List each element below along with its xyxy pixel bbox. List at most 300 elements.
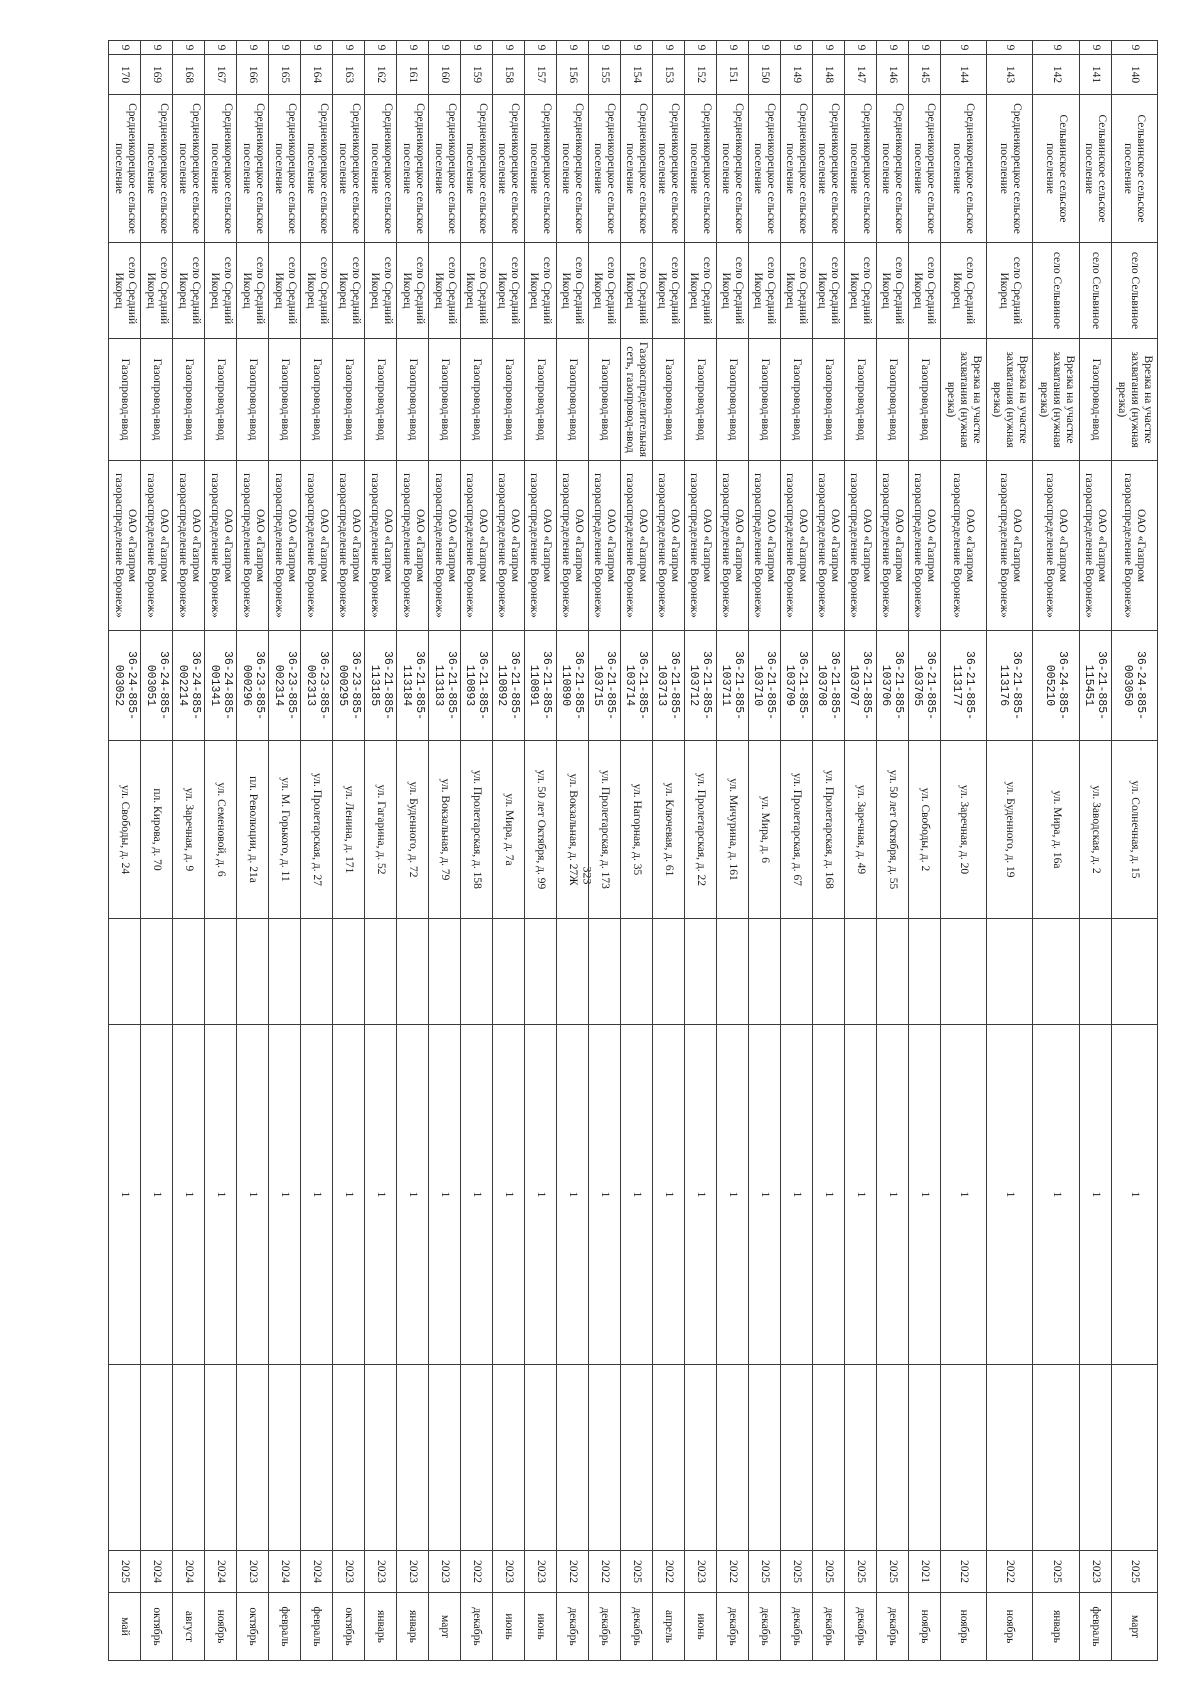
table-row: [109, 41, 141, 1661]
year-cell: 2022: [556, 1551, 588, 1593]
section-number-cell: 9: [173, 41, 205, 55]
settlement-cell: Среднеикорецкое сельское поселение: [844, 95, 876, 243]
village-cell: село Средний Икорец: [556, 243, 588, 339]
section-number-cell: 9: [205, 41, 237, 55]
organization-cell: ОАО «Газпром газораспределение Воронеж»: [141, 461, 173, 631]
row-number-cell: 145: [908, 55, 940, 95]
address-cell: ул. 50 лет Октября, д. 99: [524, 741, 556, 919]
section-number-cell: 9: [812, 41, 844, 55]
quantity-cell: 1: [492, 1025, 524, 1365]
settlement-cell: Среднеикорецкое сельское поселение: [397, 95, 429, 243]
section-number-cell: 9: [556, 41, 588, 55]
year-cell: 2025: [620, 1551, 652, 1593]
section-number-cell: 9: [365, 41, 397, 55]
section-number-cell: 9: [620, 41, 652, 55]
organization-cell: ОАО «Газпром газораспределение Воронеж»: [812, 461, 844, 631]
table-row: [1079, 41, 1111, 1661]
empty-cell: [588, 919, 620, 1025]
object-type-cell: Газопровод-ввод: [588, 339, 620, 461]
organization-cell: ОАО «Газпром газораспределение Воронеж»: [620, 461, 652, 631]
month-cell: декабрь: [620, 1593, 652, 1661]
month-cell: декабрь: [812, 1593, 844, 1661]
empty-cell: [109, 919, 141, 1025]
object-code-cell: 36-24-885-001341: [205, 631, 237, 741]
village-cell: село Средний Икорец: [173, 243, 205, 339]
organization-cell: ОАО «Газпром газораспределение Воронеж»: [429, 461, 461, 631]
table-row: [812, 41, 844, 1661]
organization-cell: ОАО «Газпром газораспределение Воронеж»: [301, 461, 333, 631]
organization-cell: ОАО «Газпром газораспределение Воронеж»: [1033, 461, 1079, 631]
table-row: [524, 41, 556, 1661]
organization-cell: ОАО «Газпром газораспределение Воронеж»: [716, 461, 748, 631]
empty-cell: [365, 1365, 397, 1551]
empty-cell: [652, 1365, 684, 1551]
empty-cell: [620, 1365, 652, 1551]
section-number-cell: 9: [1033, 41, 1079, 55]
empty-cell: [987, 919, 1033, 1025]
month-cell: декабрь: [716, 1593, 748, 1661]
quantity-cell: 1: [524, 1025, 556, 1365]
object-type-cell: Газопровод-ввод: [205, 339, 237, 461]
table-row: [237, 41, 269, 1661]
settlement-cell: Среднеикорецкое сельское поселение: [301, 95, 333, 243]
table-row: [141, 41, 173, 1661]
month-cell: август: [173, 1593, 205, 1661]
section-number-cell: 9: [844, 41, 876, 55]
empty-cell: [173, 1365, 205, 1551]
village-cell: село Средний Икорец: [524, 243, 556, 339]
table-row: [205, 41, 237, 1661]
settlement-cell: Среднеикорецкое сельское поселение: [556, 95, 588, 243]
address-cell: ул. М. Горького, д. 11: [269, 741, 301, 919]
village-cell: село Средний Икорец: [237, 243, 269, 339]
empty-cell: [205, 919, 237, 1025]
row-number-cell: 158: [492, 55, 524, 95]
section-number-cell: 9: [141, 41, 173, 55]
village-cell: село Средний Икорец: [492, 243, 524, 339]
organization-cell: ОАО «Газпром газораспределение Воронеж»: [876, 461, 908, 631]
empty-cell: [1079, 1365, 1111, 1551]
quantity-cell: 1: [748, 1025, 780, 1365]
quantity-cell: 1: [588, 1025, 620, 1365]
year-cell: 2022: [461, 1551, 493, 1593]
year-cell: 2024: [205, 1551, 237, 1593]
row-number-cell: 152: [684, 55, 716, 95]
object-code-cell: 36-21-885-103711: [716, 631, 748, 741]
empty-cell: [812, 1365, 844, 1551]
empty-cell: [397, 1365, 429, 1551]
quantity-cell: 1: [620, 1025, 652, 1365]
object-type-cell: Газопровод-ввод: [524, 339, 556, 461]
empty-cell: [333, 919, 365, 1025]
empty-cell: [141, 1365, 173, 1551]
address-cell: ул. Пролетарская, д. 22: [684, 741, 716, 919]
empty-cell: [141, 919, 173, 1025]
year-cell: 2024: [269, 1551, 301, 1593]
object-type-cell: Газопровод-ввод: [652, 339, 684, 461]
address-cell: ул. Свободы, д. 2: [908, 741, 940, 919]
row-number-cell: 168: [173, 55, 205, 95]
address-cell: ул. Буденного, д. 19: [987, 741, 1033, 919]
object-type-cell: Газопровод-ввод: [141, 339, 173, 461]
object-type-cell: Газопровод-ввод: [1079, 339, 1111, 461]
month-cell: октябрь: [333, 1593, 365, 1661]
empty-cell: [748, 919, 780, 1025]
section-number-cell: 9: [652, 41, 684, 55]
address-cell: ул. Заречная, д. 49: [844, 741, 876, 919]
address-cell: ул. Мира, д. 7а: [492, 741, 524, 919]
settlement-cell: Среднеикорецкое сельское поселение: [173, 95, 205, 243]
section-number-cell: 9: [876, 41, 908, 55]
year-cell: 2025: [876, 1551, 908, 1593]
empty-cell: [684, 919, 716, 1025]
empty-cell: [237, 1365, 269, 1551]
address-cell: ул. Семеновой, д. 6: [205, 741, 237, 919]
table-row: [1111, 41, 1157, 1661]
year-cell: 2025: [780, 1551, 812, 1593]
organization-cell: ОАО «Газпром газораспределение Воронеж»: [461, 461, 493, 631]
object-type-cell: Газопровод-ввод: [908, 339, 940, 461]
object-code-cell: 36-21-885-115451: [1079, 631, 1111, 741]
month-cell: октябрь: [237, 1593, 269, 1661]
empty-cell: [492, 919, 524, 1025]
quantity-cell: 1: [365, 1025, 397, 1365]
section-number-cell: 9: [588, 41, 620, 55]
empty-cell: [908, 1365, 940, 1551]
month-cell: февраль: [301, 1593, 333, 1661]
row-number-cell: 166: [237, 55, 269, 95]
object-code-cell: 36-21-885-103709: [780, 631, 812, 741]
settlement-cell: Сельвинское сельское поселение: [1079, 95, 1111, 243]
section-number-cell: 9: [716, 41, 748, 55]
empty-cell: [1111, 919, 1157, 1025]
empty-cell: [620, 919, 652, 1025]
settlement-cell: Среднеикорецкое сельское поселение: [908, 95, 940, 243]
object-code-cell: 36-21-885-113176: [987, 631, 1033, 741]
address-cell: ул. Мичурина, д. 161: [716, 741, 748, 919]
object-type-cell: Газопровод-ввод: [397, 339, 429, 461]
section-number-cell: 9: [908, 41, 940, 55]
object-type-cell: Газопровод-ввод: [461, 339, 493, 461]
object-code-cell: 36-21-885-103714: [620, 631, 652, 741]
village-cell: село Средний Икорец: [109, 243, 141, 339]
row-number-cell: 170: [109, 55, 141, 95]
empty-cell: [1033, 919, 1079, 1025]
object-type-cell: Газопровод-ввод: [780, 339, 812, 461]
month-cell: апрель: [652, 1593, 684, 1661]
month-cell: июнь: [684, 1593, 716, 1661]
object-code-cell: 36-21-885-103715: [588, 631, 620, 741]
empty-cell: [237, 919, 269, 1025]
month-cell: январь: [1033, 1593, 1079, 1661]
section-number-cell: 9: [940, 41, 986, 55]
quantity-cell: 1: [461, 1025, 493, 1365]
organization-cell: ОАО «Газпром газораспределение Воронеж»: [652, 461, 684, 631]
table-row: [908, 41, 940, 1661]
object-code-cell: 36-21-885-103708: [812, 631, 844, 741]
settlement-cell: Среднеикорецкое сельское поселение: [237, 95, 269, 243]
empty-cell: [429, 1365, 461, 1551]
village-cell: село Средний Икорец: [620, 243, 652, 339]
empty-cell: [1079, 919, 1111, 1025]
village-cell: село Средний Икорец: [461, 243, 493, 339]
quantity-cell: 1: [1079, 1025, 1111, 1365]
table-row: [588, 41, 620, 1661]
section-number-cell: 9: [1079, 41, 1111, 55]
year-cell: 2024: [173, 1551, 205, 1593]
village-cell: село Средний Икорец: [748, 243, 780, 339]
quantity-cell: 1: [141, 1025, 173, 1365]
village-cell: село Сельвиное: [1111, 243, 1157, 339]
section-number-cell: 9: [109, 41, 141, 55]
quantity-cell: 1: [173, 1025, 205, 1365]
year-cell: 2023: [397, 1551, 429, 1593]
table-row: [684, 41, 716, 1661]
empty-cell: [940, 1365, 986, 1551]
empty-cell: [365, 919, 397, 1025]
object-code-cell: 36-21-885-103712: [684, 631, 716, 741]
table-row: [940, 41, 986, 1661]
row-number-cell: 151: [716, 55, 748, 95]
table-row: [620, 41, 652, 1661]
address-cell: пл. Кирова, д. 70: [141, 741, 173, 919]
organization-cell: ОАО «Газпром газораспределение Воронеж»: [748, 461, 780, 631]
empty-cell: [301, 1365, 333, 1551]
empty-cell: [716, 919, 748, 1025]
empty-cell: [109, 1365, 141, 1551]
object-code-cell: 36-21-885-110891: [524, 631, 556, 741]
object-code-cell: 36-21-885-103707: [844, 631, 876, 741]
row-number-cell: 146: [876, 55, 908, 95]
object-code-cell: 36-23-885-002314: [269, 631, 301, 741]
empty-cell: [461, 1365, 493, 1551]
row-number-cell: 148: [812, 55, 844, 95]
row-number-cell: 155: [588, 55, 620, 95]
village-cell: село Сельвиное: [1033, 243, 1079, 339]
village-cell: село Средний Икорец: [940, 243, 986, 339]
empty-cell: [940, 919, 986, 1025]
section-number-cell: 9: [397, 41, 429, 55]
organization-cell: ОАО «Газпром газораспределение Воронеж»: [269, 461, 301, 631]
month-cell: декабрь: [876, 1593, 908, 1661]
object-type-cell: Врезка на участке захватания (нужная врезка): [987, 339, 1033, 461]
section-number-cell: 9: [987, 41, 1033, 55]
object-code-cell: 36-24-885-003052: [109, 631, 141, 741]
month-cell: январь: [397, 1593, 429, 1661]
object-code-cell: 36-23-885-002313: [301, 631, 333, 741]
month-cell: февраль: [1079, 1593, 1111, 1661]
row-number-cell: 147: [844, 55, 876, 95]
organization-cell: ОАО «Газпром газораспределение Воронеж»: [1079, 461, 1111, 631]
address-cell: ул. Ленина, д. 171: [333, 741, 365, 919]
object-code-cell: 36-21-885-103710: [748, 631, 780, 741]
row-number-cell: 165: [269, 55, 301, 95]
row-number-cell: 144: [940, 55, 986, 95]
village-cell: село Средний Икорец: [987, 243, 1033, 339]
organization-cell: ОАО «Газпром газораспределение Воронеж»: [684, 461, 716, 631]
year-cell: 2022: [588, 1551, 620, 1593]
settlement-cell: Среднеикорецкое сельское поселение: [109, 95, 141, 243]
organization-cell: ОАО «Газпром газораспределение Воронеж»: [588, 461, 620, 631]
object-type-cell: Газопровод-ввод: [333, 339, 365, 461]
settlement-cell: Среднеикорецкое сельское поселение: [365, 95, 397, 243]
organization-cell: ОАО «Газпром газораспределение Воронеж»: [1111, 461, 1157, 631]
table-row: [652, 41, 684, 1661]
organization-cell: ОАО «Газпром газораспределение Воронеж»: [237, 461, 269, 631]
object-code-cell: 36-21-885-113185: [365, 631, 397, 741]
year-cell: 2023: [365, 1551, 397, 1593]
quantity-cell: 1: [301, 1025, 333, 1365]
address-cell: ул. Заречная, д. 9: [173, 741, 205, 919]
month-cell: июнь: [524, 1593, 556, 1661]
settlement-cell: Среднеикорецкое сельское поселение: [524, 95, 556, 243]
object-type-cell: Газопровод-ввод: [716, 339, 748, 461]
organization-cell: ОАО «Газпром газораспределение Воронеж»: [365, 461, 397, 631]
row-number-cell: 141: [1079, 55, 1111, 95]
empty-cell: [780, 1365, 812, 1551]
month-cell: март: [1111, 1593, 1157, 1661]
object-type-cell: Газопровод-ввод: [269, 339, 301, 461]
empty-cell: [748, 1365, 780, 1551]
address-cell: ул. Пролетарская, д. 27: [301, 741, 333, 919]
year-cell: 2022: [652, 1551, 684, 1593]
year-cell: 2023: [684, 1551, 716, 1593]
object-type-cell: Газопровод-ввод: [556, 339, 588, 461]
empty-cell: [1033, 1365, 1079, 1551]
table-row: [556, 41, 588, 1661]
row-number-cell: 161: [397, 55, 429, 95]
object-type-cell: Врезка на участке захватания (нужная врезка): [1111, 339, 1157, 461]
object-type-cell: Газопровод-ввод: [748, 339, 780, 461]
village-cell: село Средний Икорец: [141, 243, 173, 339]
object-type-cell: Газопровод-ввод: [876, 339, 908, 461]
settlement-cell: Среднеикорецкое сельское поселение: [205, 95, 237, 243]
village-cell: село Средний Икорец: [780, 243, 812, 339]
address-cell: ул. Пролетарская, д. 168: [812, 741, 844, 919]
settlement-cell: Сельвинское сельское поселение: [1033, 95, 1079, 243]
object-type-cell: Газопровод-ввод: [492, 339, 524, 461]
table-row: [365, 41, 397, 1661]
object-type-cell: Газопровод-ввод: [173, 339, 205, 461]
row-number-cell: 157: [524, 55, 556, 95]
year-cell: 2023: [429, 1551, 461, 1593]
organization-cell: ОАО «Газпром газораспределение Воронеж»: [780, 461, 812, 631]
village-cell: село Средний Икорец: [812, 243, 844, 339]
table-row: [876, 41, 908, 1661]
quantity-cell: 1: [684, 1025, 716, 1365]
year-cell: 2024: [141, 1551, 173, 1593]
row-number-cell: 143: [987, 55, 1033, 95]
section-number-cell: 9: [1111, 41, 1157, 55]
section-number-cell: 9: [333, 41, 365, 55]
table-row: [987, 41, 1033, 1661]
address-cell: ул. Пролетарская, д. 67: [780, 741, 812, 919]
object-type-cell: Газопровод-ввод: [237, 339, 269, 461]
object-code-cell: 36-24-885-002214: [173, 631, 205, 741]
empty-cell: [812, 919, 844, 1025]
village-cell: село Средний Икорец: [333, 243, 365, 339]
village-cell: село Средний Икорец: [684, 243, 716, 339]
quantity-cell: 1: [397, 1025, 429, 1365]
address-cell: ул. Вокзальная, д. 27Ж: [556, 741, 588, 919]
month-cell: июнь: [492, 1593, 524, 1661]
organization-cell: ОАО «Газпром газораспределение Воронеж»: [205, 461, 237, 631]
settlement-cell: Среднеикорецкое сельское поселение: [588, 95, 620, 243]
month-cell: май: [109, 1593, 141, 1661]
organization-cell: ОАО «Газпром газораспределение Воронеж»: [333, 461, 365, 631]
empty-cell: [652, 919, 684, 1025]
empty-cell: [556, 1365, 588, 1551]
year-cell: 2021: [908, 1551, 940, 1593]
object-type-cell: Врезка на участке захватания (нужная врезка): [1033, 339, 1079, 461]
organization-cell: ОАО «Газпром газораспределение Воронеж»: [397, 461, 429, 631]
year-cell: 2025: [1111, 1551, 1157, 1593]
row-number-cell: 154: [620, 55, 652, 95]
month-cell: декабрь: [556, 1593, 588, 1661]
village-cell: село Средний Икорец: [588, 243, 620, 339]
quantity-cell: 1: [652, 1025, 684, 1365]
address-cell: ул. Заречная, д. 20: [940, 741, 986, 919]
empty-cell: [987, 1365, 1033, 1551]
settlement-cell: Среднеикорецкое сельское поселение: [987, 95, 1033, 243]
settlement-cell: Среднеикорецкое сельское поселение: [940, 95, 986, 243]
table-row: [748, 41, 780, 1661]
object-code-cell: 36-21-885-113183: [429, 631, 461, 741]
address-cell: пл. Революции, д. 21а: [237, 741, 269, 919]
section-number-cell: 9: [461, 41, 493, 55]
empty-cell: [1111, 1365, 1157, 1551]
village-cell: село Средний Икорец: [269, 243, 301, 339]
village-cell: село Средний Икорец: [716, 243, 748, 339]
empty-cell: [844, 1365, 876, 1551]
row-number-cell: 167: [205, 55, 237, 95]
organization-cell: ОАО «Газпром газораспределение Воронеж»: [524, 461, 556, 631]
object-type-cell: Газопровод-ввод: [844, 339, 876, 461]
settlement-cell: Среднеикорецкое сельское поселение: [333, 95, 365, 243]
object-code-cell: 36-21-885-103705: [908, 631, 940, 741]
month-cell: декабрь: [461, 1593, 493, 1661]
month-cell: ноябрь: [205, 1593, 237, 1661]
table-row: [780, 41, 812, 1661]
section-number-cell: 9: [780, 41, 812, 55]
address-cell: ул. Мира, д. 16а: [1033, 741, 1079, 919]
object-code-cell: 36-21-885-103706: [876, 631, 908, 741]
organization-cell: ОАО «Газпром газораспределение Воронеж»: [940, 461, 986, 631]
year-cell: 2023: [1079, 1551, 1111, 1593]
table-row: [333, 41, 365, 1661]
address-cell: ул. Пролетарская, д. 173: [588, 741, 620, 919]
quantity-cell: 1: [716, 1025, 748, 1365]
village-cell: село Средний Икорец: [908, 243, 940, 339]
table-row: [716, 41, 748, 1661]
object-type-cell: Газораспределительная сеть, газопровод-ввод: [620, 339, 652, 461]
empty-cell: [588, 1365, 620, 1551]
quantity-cell: 1: [876, 1025, 908, 1365]
empty-cell: [716, 1365, 748, 1551]
object-type-cell: Газопровод-ввод: [109, 339, 141, 461]
empty-cell: [876, 1365, 908, 1551]
address-cell: ул. Нагорная, д. 35: [620, 741, 652, 919]
empty-cell: [301, 919, 333, 1025]
quantity-cell: 1: [844, 1025, 876, 1365]
month-cell: ноябрь: [908, 1593, 940, 1661]
table-row: [397, 41, 429, 1661]
settlement-cell: Среднеикорецкое сельское поселение: [492, 95, 524, 243]
quantity-cell: 1: [908, 1025, 940, 1365]
table-row: [301, 41, 333, 1661]
organization-cell: ОАО «Газпром газораспределение Воронеж»: [987, 461, 1033, 631]
object-code-cell: 36-21-885-110890: [556, 631, 588, 741]
